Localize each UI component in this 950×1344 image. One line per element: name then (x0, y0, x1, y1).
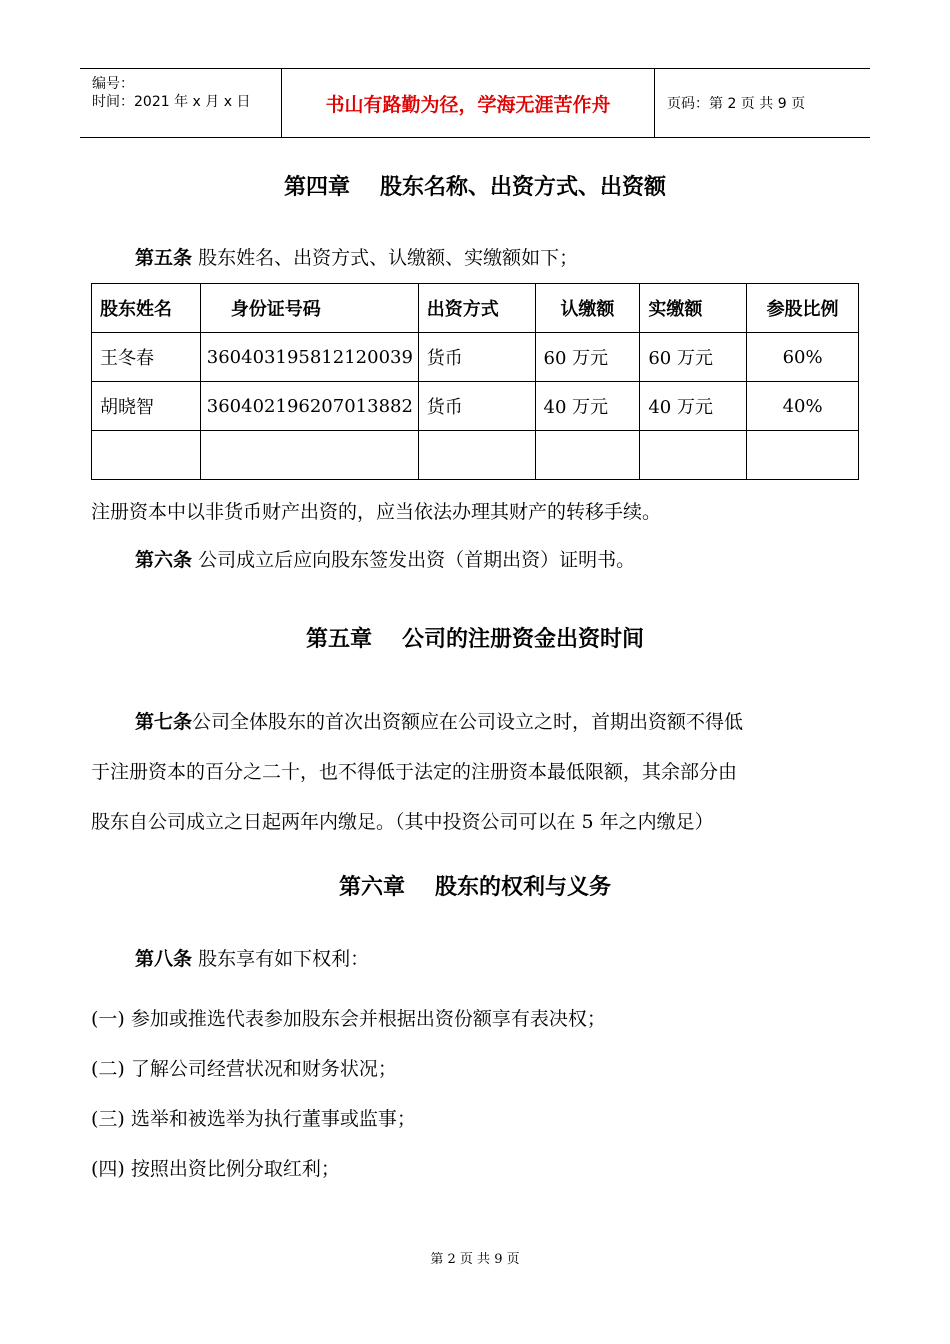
table-cell: 40 万元 (535, 382, 640, 431)
table-cell: 360402196207013882 (200, 382, 418, 431)
chapter-6-number: 第六章 (338, 875, 405, 900)
table-header-cell: 实缴额 (640, 284, 747, 333)
article-7-label: 第七条 (135, 711, 193, 733)
chapter-4-title: 股东名称、出资方式、出资额 (380, 175, 667, 200)
table-header-cell: 出资方式 (418, 284, 535, 333)
table-row (92, 382, 859, 431)
table-cell: 60 万元 (640, 333, 747, 382)
table-header-cell: 股东姓名 (92, 284, 201, 333)
table-cell (92, 431, 201, 480)
chapter-4-number: 第四章 (283, 175, 350, 200)
header-time-label: 时间：2021 年 x 月 x 日 (92, 94, 251, 110)
table-cell (747, 431, 859, 480)
table-row (92, 333, 859, 382)
table-cell: 360403195812120039 (200, 333, 418, 382)
header-number-label: 编号： (92, 76, 134, 92)
table-cell: 40 万元 (640, 382, 747, 431)
shareholder-table (91, 283, 859, 480)
article-5-text: 股东姓名、出资方式、认缴额、实缴额如下； (198, 247, 579, 269)
list-item: (三) 选举和被选举为执行董事或监事； (91, 1108, 416, 1130)
article-7-line-1-text: 公司全体股东的首次出资额应在公司设立之时，首期出资额不得低 (192, 711, 744, 733)
table-cell: 货币 (418, 333, 535, 382)
header-page-info: 页码：第 2 页 共 9 页 (667, 96, 806, 112)
chapter-5-title: 公司的注册资金出资时间 (402, 627, 645, 652)
table-cell: 王冬春 (92, 333, 201, 382)
article-5-label: 第五条 (135, 247, 193, 269)
article-5 (91, 243, 861, 273)
non-monetary-note: 注册资本中以非货币财产出资的，应当依法办理其财产的转移手续。 (91, 501, 662, 523)
table-cell: 60% (747, 333, 859, 382)
table-cell: 胡晓智 (92, 382, 201, 431)
table-cell: 60 万元 (535, 333, 640, 382)
table-cell (200, 431, 418, 480)
article-7-line-2: 于注册资本的百分之二十，也不得低于法定的注册资本最低限额，其余部分由 (91, 761, 738, 783)
table-cell (418, 431, 535, 480)
list-item: (四) 按照出资比例分取红利； (91, 1158, 340, 1180)
table-cell (535, 431, 640, 480)
table-row (92, 431, 859, 480)
article-6 (91, 545, 861, 575)
chapter-6-heading (0, 870, 950, 901)
article-8-text: 股东享有如下权利： (198, 948, 370, 970)
table-cell: 货币 (418, 382, 535, 431)
header-meta (80, 69, 282, 137)
table-header-cell: 参股比例 (747, 284, 859, 333)
article-7-line-3: 股东自公司成立之日起两年内缴足。（其中投资公司可以在 5 年之内缴足） (91, 811, 714, 833)
article-8 (91, 944, 861, 974)
chapter-4-heading (0, 170, 950, 201)
page-footer: 第 2 页 共 9 页 (430, 1252, 520, 1267)
page-header (80, 68, 870, 138)
article-8-label: 第八条 (135, 948, 193, 970)
chapter-5-number: 第五章 (305, 627, 372, 652)
list-item: (二) 了解公司经营状况和财务状况； (91, 1058, 397, 1080)
list-item: (一) 参加或推选代表参加股东会并根据出资份额享有表决权； (91, 1008, 606, 1030)
table-header-cell: 认缴额 (535, 284, 640, 333)
article-7-line-1 (91, 697, 861, 747)
chapter-5-heading (0, 622, 950, 653)
table-cell (640, 431, 747, 480)
table-cell: 40% (747, 382, 859, 431)
article-6-label: 第六条 (135, 549, 193, 571)
article-7 (91, 697, 861, 847)
header-motto: 书山有路勤为径，学海无涯苦作舟 (282, 69, 655, 137)
table-header-row (92, 284, 859, 333)
article-6-text: 公司成立后应向股东签发出资（首期出资）证明书。 (198, 549, 636, 571)
chapter-6-title: 股东的权利与义务 (435, 875, 612, 900)
rights-list (91, 994, 861, 1194)
table-header-cell: 身份证号码 (200, 284, 418, 333)
